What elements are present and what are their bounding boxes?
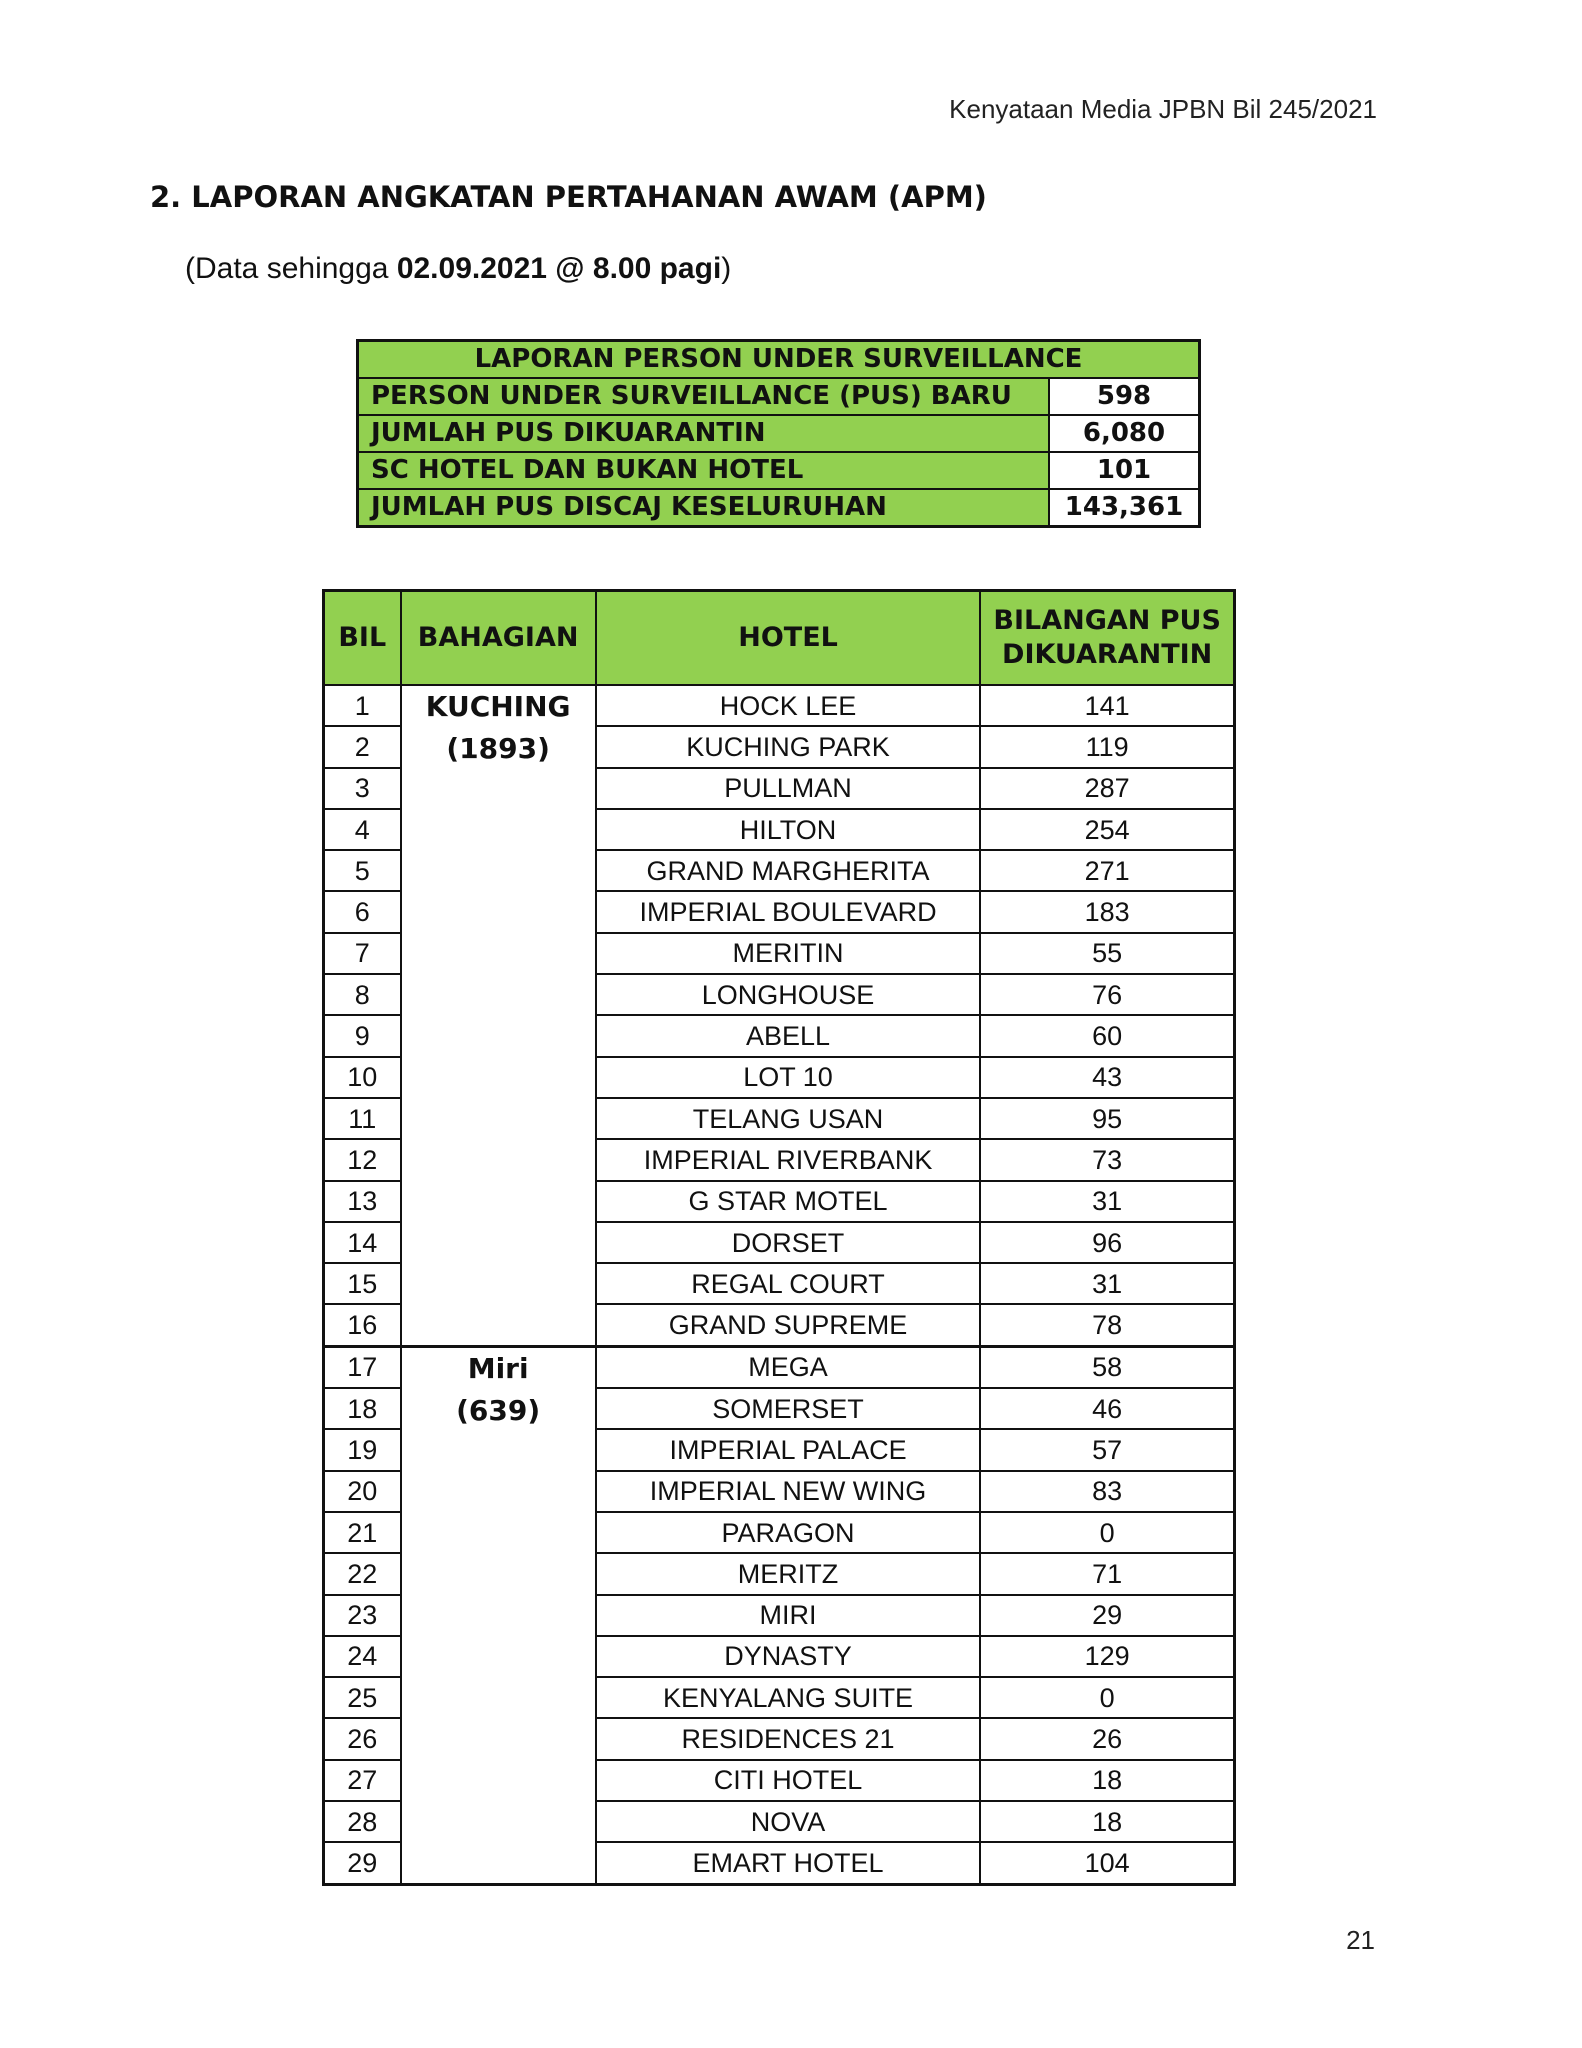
summary-value: 598: [1049, 378, 1200, 415]
hotel-table-header-row: [324, 591, 1235, 686]
cell-hotel: IMPERIAL BOULEVARD: [596, 891, 981, 932]
cell-bil: 16: [324, 1304, 401, 1346]
cell-bil: 1: [324, 685, 401, 726]
table-row: [324, 1346, 1235, 1388]
header-hotel: HOTEL: [596, 591, 981, 686]
section-title: 2. LAPORAN ANGKATAN PERTAHANAN AWAM (APM): [150, 180, 987, 214]
summary-table-title: LAPORAN PERSON UNDER SURVEILLANCE: [358, 341, 1200, 379]
cell-bil: 6: [324, 891, 401, 932]
cell-bil: 24: [324, 1636, 401, 1677]
cell-bil: 28: [324, 1801, 401, 1842]
cell-count: 271: [980, 850, 1234, 891]
cell-count: 78: [980, 1304, 1234, 1346]
cell-hotel: HILTON: [596, 809, 981, 850]
cell-count: 46: [980, 1388, 1234, 1429]
division-name: KUCHING: [425, 690, 571, 723]
cell-bil: 27: [324, 1760, 401, 1801]
data-note-date: 02.09.2021 @ 8.00 pagi: [396, 252, 722, 285]
cell-hotel: CITI HOTEL: [596, 1760, 981, 1801]
cell-count: 29: [980, 1595, 1234, 1636]
summary-label: SC HOTEL DAN BUKAN HOTEL: [358, 452, 1050, 489]
hotel-quarantine-table: [322, 589, 1236, 1886]
cell-count: 18: [980, 1801, 1234, 1842]
cell-hotel: G STAR MOTEL: [596, 1181, 981, 1222]
division-total: (1893): [446, 732, 550, 765]
summary-row: [358, 452, 1200, 489]
document-reference: Kenyataan Media JPBN Bil 245/2021: [949, 94, 1377, 124]
summary-row: [358, 415, 1200, 452]
cell-bil: 14: [324, 1222, 401, 1263]
cell-count: 129: [980, 1636, 1234, 1677]
cell-bil: 26: [324, 1718, 401, 1759]
cell-count: 104: [980, 1842, 1234, 1884]
cell-bil: 17: [324, 1346, 401, 1388]
cell-bil: 23: [324, 1595, 401, 1636]
cell-bil: 2: [324, 726, 401, 767]
cell-count: 31: [980, 1263, 1234, 1304]
cell-hotel: RESIDENCES 21: [596, 1718, 981, 1759]
cell-hotel: KUCHING PARK: [596, 726, 981, 767]
cell-bil: 9: [324, 1015, 401, 1056]
cell-hotel: MERITZ: [596, 1553, 981, 1594]
cell-hotel: MERITIN: [596, 933, 981, 974]
cell-count: 287: [980, 768, 1234, 809]
cell-hotel: PULLMAN: [596, 768, 981, 809]
cell-hotel: ABELL: [596, 1015, 981, 1056]
cell-bil: 12: [324, 1139, 401, 1180]
table-row: [324, 685, 1235, 726]
cell-bahagian: [401, 1346, 596, 1884]
cell-count: 0: [980, 1677, 1234, 1718]
cell-hotel: GRAND MARGHERITA: [596, 850, 981, 891]
cell-hotel: SOMERSET: [596, 1388, 981, 1429]
cell-bil: 5: [324, 850, 401, 891]
cell-count: 26: [980, 1718, 1234, 1759]
cell-count: 57: [980, 1429, 1234, 1470]
cell-count: 43: [980, 1057, 1234, 1098]
cell-bil: 20: [324, 1471, 401, 1512]
cell-bil: 18: [324, 1388, 401, 1429]
cell-count: 60: [980, 1015, 1234, 1056]
cell-hotel: IMPERIAL PALACE: [596, 1429, 981, 1470]
cell-bil: 19: [324, 1429, 401, 1470]
cell-hotel: HOCK LEE: [596, 685, 981, 726]
cell-bil: 8: [324, 974, 401, 1015]
cell-bil: 21: [324, 1512, 401, 1553]
division-name: Miri: [467, 1351, 529, 1385]
cell-hotel: REGAL COURT: [596, 1263, 981, 1304]
cell-count: 83: [980, 1471, 1234, 1512]
summary-value: 101: [1049, 452, 1200, 489]
header-bil: BIL: [324, 591, 401, 686]
header-bahagian: BAHAGIAN: [401, 591, 596, 686]
summary-label: PERSON UNDER SURVEILLANCE (PUS) BARU: [358, 378, 1050, 415]
cell-bil: 7: [324, 933, 401, 974]
header-count-line2: DIKUARANTIN: [1002, 639, 1213, 670]
cell-bil: 3: [324, 768, 401, 809]
cell-count: 96: [980, 1222, 1234, 1263]
cell-hotel: TELANG USAN: [596, 1098, 981, 1139]
cell-bil: 29: [324, 1842, 401, 1884]
cell-count: 141: [980, 685, 1234, 726]
division-total: (639): [456, 1393, 541, 1427]
header-count-line1: BILANGAN PUS: [993, 605, 1221, 636]
cell-hotel: LOT 10: [596, 1057, 981, 1098]
page-number: 21: [1346, 1925, 1375, 1955]
cell-bil: 10: [324, 1057, 401, 1098]
cell-count: 119: [980, 726, 1234, 767]
summary-row: [358, 378, 1200, 415]
cell-bil: 11: [324, 1098, 401, 1139]
summary-label: JUMLAH PUS DIKUARANTIN: [358, 415, 1050, 452]
cell-hotel: DORSET: [596, 1222, 981, 1263]
header-count: [980, 591, 1234, 686]
summary-value: 143,361: [1049, 489, 1200, 527]
cell-count: 95: [980, 1098, 1234, 1139]
cell-hotel: IMPERIAL RIVERBANK: [596, 1139, 981, 1180]
cell-hotel: EMART HOTEL: [596, 1842, 981, 1884]
cell-bil: 4: [324, 809, 401, 850]
cell-hotel: PARAGON: [596, 1512, 981, 1553]
cell-hotel: NOVA: [596, 1801, 981, 1842]
cell-count: 58: [980, 1346, 1234, 1388]
summary-value: 6,080: [1049, 415, 1200, 452]
cell-count: 18: [980, 1760, 1234, 1801]
cell-hotel: DYNASTY: [596, 1636, 981, 1677]
summary-row: [358, 489, 1200, 527]
cell-count: 31: [980, 1181, 1234, 1222]
cell-hotel: MEGA: [596, 1346, 981, 1388]
cell-count: 254: [980, 809, 1234, 850]
hotel-table-body: [324, 685, 1235, 1884]
cell-hotel: IMPERIAL NEW WING: [596, 1471, 981, 1512]
cell-count: 183: [980, 891, 1234, 932]
cell-count: 55: [980, 933, 1234, 974]
cell-count: 71: [980, 1553, 1234, 1594]
data-note-suffix: ): [721, 252, 732, 285]
cell-hotel: MIRI: [596, 1595, 981, 1636]
cell-hotel: LONGHOUSE: [596, 974, 981, 1015]
pus-summary-table: [356, 339, 1201, 528]
data-date-note: [185, 252, 731, 286]
cell-bahagian: [401, 685, 596, 1346]
cell-bil: 25: [324, 1677, 401, 1718]
cell-count: 0: [980, 1512, 1234, 1553]
cell-bil: 15: [324, 1263, 401, 1304]
summary-label: JUMLAH PUS DISCAJ KESELURUHAN: [358, 489, 1050, 527]
cell-bil: 22: [324, 1553, 401, 1594]
cell-hotel: KENYALANG SUITE: [596, 1677, 981, 1718]
cell-count: 73: [980, 1139, 1234, 1180]
data-note-prefix: (Data sehingga: [185, 252, 397, 285]
cell-hotel: GRAND SUPREME: [596, 1304, 981, 1346]
cell-count: 76: [980, 974, 1234, 1015]
cell-bil: 13: [324, 1181, 401, 1222]
